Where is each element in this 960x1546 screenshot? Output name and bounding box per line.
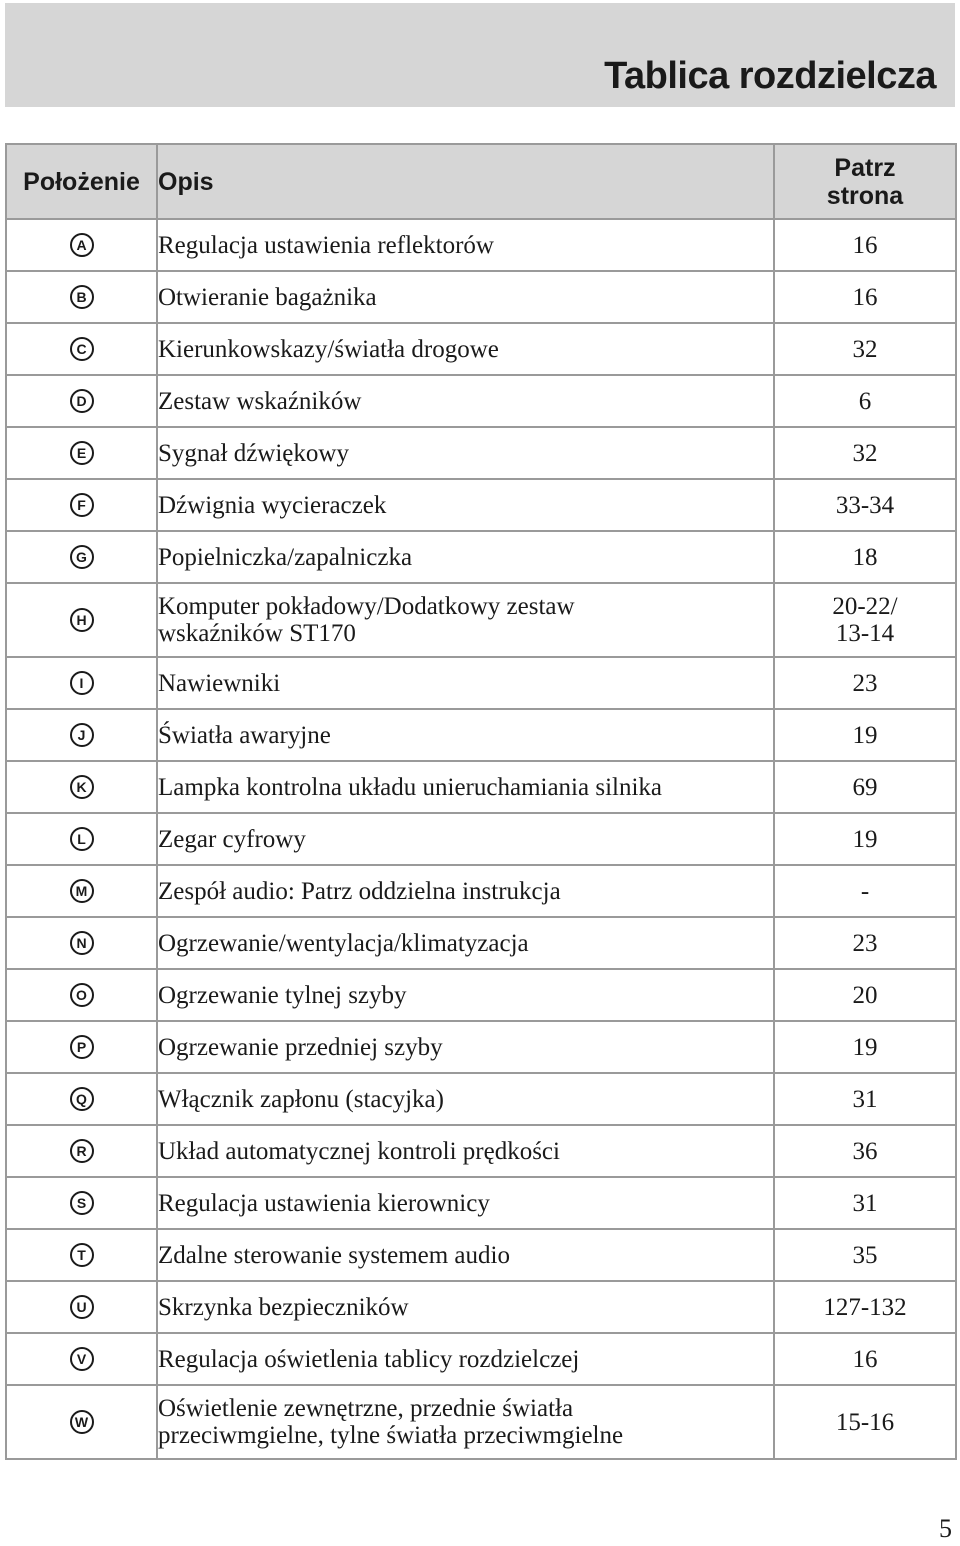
table-row (6, 1385, 956, 1459)
position-letter-badge: W (70, 1410, 94, 1434)
description-line: Lampka kontrolna układu unieruchamiania silnika (158, 773, 663, 801)
position-cell (6, 219, 157, 271)
position-letter-badge: S (70, 1191, 94, 1215)
description-line: Światła awaryjne (158, 721, 331, 749)
description-line: Skrzynka bezpieczników (158, 1293, 409, 1321)
page-reference-line: 15-16 (835, 1408, 895, 1436)
position-cell (6, 657, 157, 709)
description-cell (157, 1281, 774, 1333)
page-reference-cell (774, 427, 956, 479)
page-reference-cell (774, 761, 956, 813)
page-reference-cell (774, 709, 956, 761)
table-row (6, 813, 956, 865)
page-reference-line: 33-34 (835, 491, 895, 519)
position-letter-badge: R (70, 1139, 94, 1163)
position-cell (6, 1281, 157, 1333)
description-line: Nawiewniki (158, 669, 281, 697)
position-letter-badge: G (70, 545, 94, 569)
table-row (6, 709, 956, 761)
description-cell (157, 1021, 774, 1073)
description-cell (157, 657, 774, 709)
table-row (6, 1281, 956, 1333)
position-cell (6, 1021, 157, 1073)
description-cell (157, 1333, 774, 1385)
table-row (6, 1229, 956, 1281)
description-line: Zegar cyfrowy (158, 825, 306, 853)
position-letter-badge: I (70, 671, 94, 695)
description-line: Ogrzewanie/wentylacja/klimatyzacja (158, 929, 529, 957)
table-row (6, 917, 956, 969)
page-reference-line: 19 (852, 825, 878, 853)
description-line: Komputer pokładowy/Dodatkowy zestaw (158, 593, 575, 620)
position-cell (6, 479, 157, 531)
page-reference-line: 16 (852, 1345, 878, 1373)
position-letter-badge: A (70, 233, 94, 257)
page-reference-cell (774, 271, 956, 323)
table-row (6, 583, 956, 657)
header-description: Opis (157, 144, 774, 219)
position-letter-badge: D (70, 389, 94, 413)
description-cell (157, 917, 774, 969)
description-cell (157, 427, 774, 479)
position-letter-badge: H (70, 608, 94, 632)
page-reference-cell (774, 657, 956, 709)
page-reference-line: 19 (852, 1033, 878, 1061)
position-cell (6, 709, 157, 761)
position-letter-badge: J (70, 723, 94, 747)
description-cell (157, 1177, 774, 1229)
description-cell (157, 813, 774, 865)
description-line: Otwieranie bagażnika (158, 283, 377, 311)
page-reference-cell (774, 219, 956, 271)
position-letter-badge: V (70, 1347, 94, 1371)
description-line: Układ automatycznej kontroli prędkości (158, 1137, 560, 1165)
page-reference-cell (774, 1125, 956, 1177)
position-cell (6, 271, 157, 323)
page-reference-cell (774, 865, 956, 917)
description-cell (157, 969, 774, 1021)
table-row (6, 657, 956, 709)
description-line: Popielniczka/zapalniczka (158, 543, 413, 571)
description-line: Regulacja ustawienia reflektorów (158, 231, 494, 259)
page-reference-line: 36 (852, 1137, 878, 1165)
page-reference-cell (774, 531, 956, 583)
page-reference-line: 18 (852, 543, 878, 571)
page-reference-cell (774, 917, 956, 969)
position-cell (6, 1073, 157, 1125)
page-reference-line: 16 (852, 283, 878, 311)
description-cell (157, 531, 774, 583)
page-reference-line: 16 (852, 231, 878, 259)
position-cell (6, 969, 157, 1021)
description-line: Zdalne sterowanie systemem audio (158, 1241, 510, 1269)
table-row (6, 1021, 956, 1073)
table-row (6, 479, 956, 531)
description-cell (157, 761, 774, 813)
position-cell (6, 813, 157, 865)
position-letter-badge: C (70, 337, 94, 361)
description-line: przeciwmgielne, tylne światła przeciwmgielne (158, 1422, 624, 1449)
table-row (6, 219, 956, 271)
page-reference-line: 35 (852, 1241, 878, 1269)
page-reference-line: - (860, 877, 870, 905)
table-row (6, 1177, 956, 1229)
position-letter-badge: P (70, 1035, 94, 1059)
page-reference-line: 20-22/ (832, 593, 898, 620)
description-cell (157, 323, 774, 375)
page-reference-line: 127-132 (823, 1293, 907, 1321)
table-body (6, 219, 956, 1459)
page-reference-line: 23 (852, 669, 878, 697)
description-cell (157, 1229, 774, 1281)
position-letter-badge: K (70, 775, 94, 799)
position-cell (6, 1229, 157, 1281)
position-cell (6, 323, 157, 375)
page-reference-line: 19 (852, 721, 878, 749)
description-line: Włącznik zapłonu (stacyjka) (158, 1085, 444, 1113)
position-letter-badge: F (70, 493, 94, 517)
page-reference-line: 69 (852, 773, 878, 801)
header-see-page-line2: strona (826, 181, 904, 210)
page-reference-cell (774, 375, 956, 427)
position-cell (6, 531, 157, 583)
page-reference-line: 31 (852, 1189, 878, 1217)
page-reference-cell (774, 813, 956, 865)
position-cell (6, 375, 157, 427)
description-cell (157, 583, 774, 657)
page-reference-cell (774, 1177, 956, 1229)
table-row (6, 323, 956, 375)
table-row (6, 271, 956, 323)
position-letter-badge: O (70, 983, 94, 1007)
table-row (6, 1125, 956, 1177)
table-row (6, 865, 956, 917)
table-row (6, 531, 956, 583)
position-cell (6, 1385, 157, 1459)
description-line: Regulacja oświetlenia tablicy rozdzielczej (158, 1345, 580, 1373)
page-reference-cell (774, 1073, 956, 1125)
position-letter-badge: M (70, 879, 94, 903)
page-reference-cell (774, 1229, 956, 1281)
position-cell (6, 1333, 157, 1385)
header-see-page-line1: Patrz (834, 153, 896, 182)
table-row (6, 761, 956, 813)
page-title: Tablica rozdzielcza (604, 55, 936, 97)
page-reference-cell (774, 969, 956, 1021)
position-cell (6, 583, 157, 657)
position-cell (6, 865, 157, 917)
position-letter-badge: E (70, 441, 94, 465)
description-cell (157, 479, 774, 531)
position-cell (6, 917, 157, 969)
page-reference-cell (774, 1021, 956, 1073)
page-reference-cell (774, 479, 956, 531)
position-letter-badge: Q (70, 1087, 94, 1111)
table-row (6, 969, 956, 1021)
description-line: Sygnał dźwiękowy (158, 439, 349, 467)
description-line: Regulacja ustawienia kierownicy (158, 1189, 490, 1217)
description-cell (157, 271, 774, 323)
description-cell (157, 219, 774, 271)
position-letter-badge: N (70, 931, 94, 955)
description-cell (157, 865, 774, 917)
description-line: Ogrzewanie przedniej szyby (158, 1033, 443, 1061)
position-letter-badge: B (70, 285, 94, 309)
header-position: Położenie (6, 144, 157, 219)
page-reference-line: 32 (852, 335, 878, 363)
header-see-page (774, 144, 956, 219)
table-row (6, 375, 956, 427)
page-reference-cell (774, 1385, 956, 1459)
page-reference-cell (774, 583, 956, 657)
page-reference-line: 32 (852, 439, 878, 467)
description-line: Zestaw wskaźników (158, 387, 362, 415)
page-reference-line: 6 (858, 387, 872, 415)
description-line: Zespół audio: Patrz oddzielna instrukcja (158, 877, 561, 905)
description-line: Kierunkowskazy/światła drogowe (158, 335, 499, 363)
description-line: Dźwignia wycieraczek (158, 491, 387, 519)
page-reference-cell (774, 323, 956, 375)
description-cell (157, 1385, 774, 1459)
dashboard-legend-table (5, 143, 957, 1460)
position-cell (6, 1177, 157, 1229)
page-number: 5 (939, 1514, 952, 1543)
description-line: wskaźników ST170 (158, 620, 356, 647)
description-cell (157, 709, 774, 761)
page-reference-line: 31 (852, 1085, 878, 1113)
table-row (6, 1073, 956, 1125)
position-cell (6, 1125, 157, 1177)
description-cell (157, 375, 774, 427)
description-cell (157, 1073, 774, 1125)
description-cell (157, 1125, 774, 1177)
position-letter-badge: T (70, 1243, 94, 1267)
page-reference-line: 23 (852, 929, 878, 957)
position-cell (6, 761, 157, 813)
description-line: Ogrzewanie tylnej szyby (158, 981, 407, 1009)
position-letter-badge: L (70, 827, 94, 851)
table-row (6, 1333, 956, 1385)
page-reference-line: 13-14 (835, 620, 895, 647)
page-reference-cell (774, 1333, 956, 1385)
description-line: Oświetlenie zewnętrzne, przednie światła (158, 1395, 574, 1422)
page-reference-line: 20 (852, 981, 878, 1009)
position-letter-badge: U (70, 1295, 94, 1319)
table-row (6, 427, 956, 479)
table-header-row (6, 144, 956, 219)
position-cell (6, 427, 157, 479)
page-reference-cell (774, 1281, 956, 1333)
